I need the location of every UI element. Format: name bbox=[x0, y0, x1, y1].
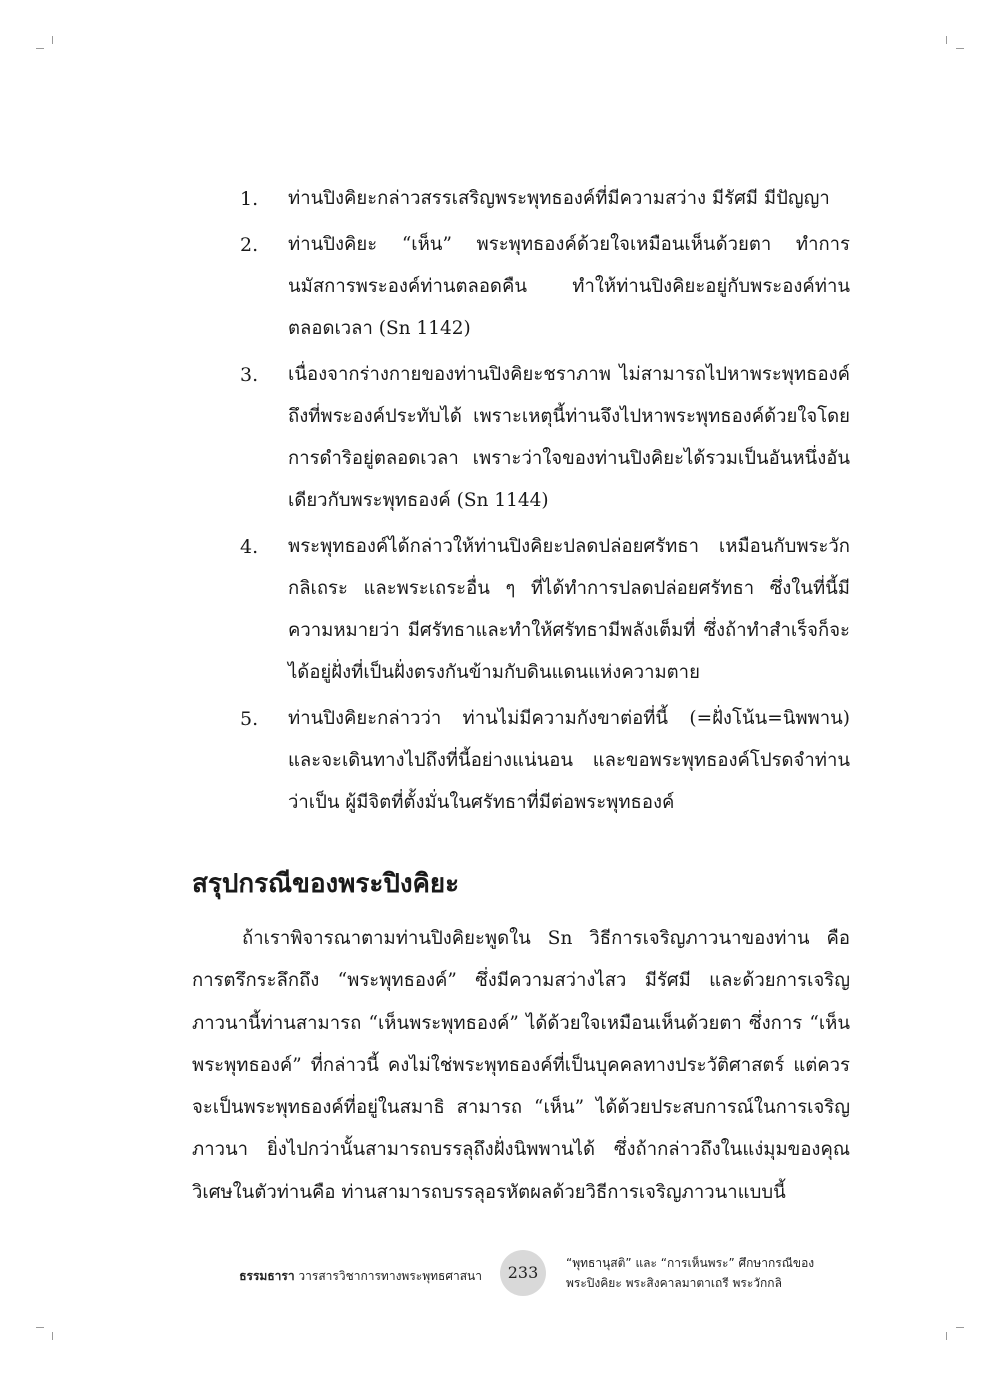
article-title bbox=[566, 1253, 866, 1293]
article-title-line-1: “พุทธานุสติ” และ “การเห็นพระ” ศึกษากรณีของ bbox=[566, 1256, 815, 1270]
journal-subtitle: วารสารวิชาการทางพระพุทธศาสนา bbox=[298, 1269, 482, 1283]
numbered-list bbox=[240, 178, 850, 828]
list-item bbox=[240, 224, 850, 350]
list-item-number: 3. bbox=[240, 364, 259, 386]
journal-title bbox=[239, 1267, 482, 1286]
section-heading: สรุปกรณีของพระปิงคิยะ bbox=[192, 869, 460, 899]
crop-mark-bottom-right-h bbox=[956, 1327, 964, 1328]
page-footer bbox=[0, 1245, 1000, 1305]
list-item bbox=[240, 526, 850, 694]
crop-mark-top-left-v bbox=[52, 36, 53, 44]
list-item-number: 1. bbox=[240, 188, 259, 210]
list-item-text: เนื่องจากร่างกายของท่านปิงคิยะชราภาพ ไม่สามารถไปหาพระพุทธองค์ถึงที่พระองค์ประทับได้ เพราะเหตุนี้ท่านจึงไปหาพระพุทธองค์ด้วยใจโดยการดำริอยู่ตลอดเวลา เพราะว่าใจของท่านปิงคิยะได้รวมเป็นอันหนึ่งอันเดียวกับพระพุทธองค์ (Sn 1144) bbox=[288, 364, 850, 511]
list-item bbox=[240, 178, 850, 220]
list-item-text: พระพุทธองค์ได้กล่าวให้ท่านปิงคิยะปลดปล่อยศรัทธา เหมือนกับพระวักกลิเถระ และพระเถระอื่น ๆ ที่ได้ทำการปลดปล่อยศรัทธา ซึ่งในที่นี้มีความหมายว่า มีศรัทธาและทำให้ศรัทธามีพลังเต็มที่ ซึ่งถ้าทำสำเร็จก็จะได้อยู่ฝั่งที่เป็นฝั่งตรงกันข้ามกับดินแดนแห่งความตาย bbox=[288, 536, 850, 683]
list-item-text: ท่านปิงคิยะกล่าวว่า ท่านไม่มีความกังขาต่อที่นี้ (=ฝั่งโน้น=นิพพาน) และจะเดินทางไปถึงที่นี้อย่างแน่นอน และขอพระพุทธองค์โปรดจำท่านว่าเป็น ผู้มีจิตที่ตั้งมั่นในศรัทธาที่มีต่อพระพุทธองค์ bbox=[288, 708, 850, 813]
list-item-number: 5. bbox=[240, 708, 259, 730]
list-item-text: ท่านปิงคิยะกล่าวสรรเสริญพระพุทธองค์ที่มีความสว่าง มีรัศมี มีปัญญา bbox=[288, 188, 830, 209]
list-item bbox=[240, 354, 850, 522]
crop-mark-top-left-h bbox=[36, 48, 44, 49]
list-item-number: 2. bbox=[240, 234, 259, 256]
crop-mark-bottom-right-v bbox=[946, 1332, 947, 1340]
body-paragraph: ถ้าเราพิจารณาตามท่านปิงคิยะพูดใน Sn วิธีการเจริญภาวนาของท่าน คือ การตรึกระลึกถึง “พระพุทธองค์” ซึ่งมีความสว่างไสว มีรัศมี และด้วยการเจริญภาวนานี้ท่านสามารถ “เห็นพระพุทธองค์” ได้ด้วยใจเหมือนเห็นด้วยตา ซึ่งการ “เห็นพระพุทธองค์” ที่กล่าวนี้ คงไม่ใช่พระพุทธองค์ที่เป็นบุคคลทางประวัติศาสตร์ แต่ควรจะเป็นพระพุทธองค์ที่อยู่ในสมาธิ สามารถ “เห็น” ได้ด้วยประสบการณ์ในการเจริญภาวนา ยิ่งไปกว่านั้นสามารถบรรลุถึงฝั่งนิพพานได้ ซึ่งถ้ากล่าวถึงในแง่มุมของคุณวิเศษในตัวท่านคือ ท่านสามารถบรรลุอรหัตผลด้วยวิธีการเจริญภาวนาแบบนี้ bbox=[192, 928, 850, 1203]
crop-mark-bottom-left-v bbox=[52, 1332, 53, 1340]
crop-mark-top-right-h bbox=[956, 48, 964, 49]
article-title-line-2: พระปิงคิยะ พระสิงคาลมาตาเถรี พระวักกลิ bbox=[566, 1276, 782, 1290]
list-item-number: 4. bbox=[240, 536, 259, 558]
crop-mark-bottom-left-h bbox=[36, 1327, 44, 1328]
page-number: 233 bbox=[500, 1250, 546, 1296]
list-item bbox=[240, 698, 850, 824]
journal-name: ธรรมธารา bbox=[239, 1269, 295, 1283]
crop-mark-top-right-v bbox=[946, 36, 947, 44]
list-item-text: ท่านปิงคิยะ “เห็น” พระพุทธองค์ด้วยใจเหมือนเห็นด้วยตา ทำการนมัสการพระองค์ท่านตลอดคืน ทำให้ท่านปิงคิยะอยู่กับพระองค์ท่านตลอดเวลา (Sn 1142) bbox=[288, 234, 850, 339]
